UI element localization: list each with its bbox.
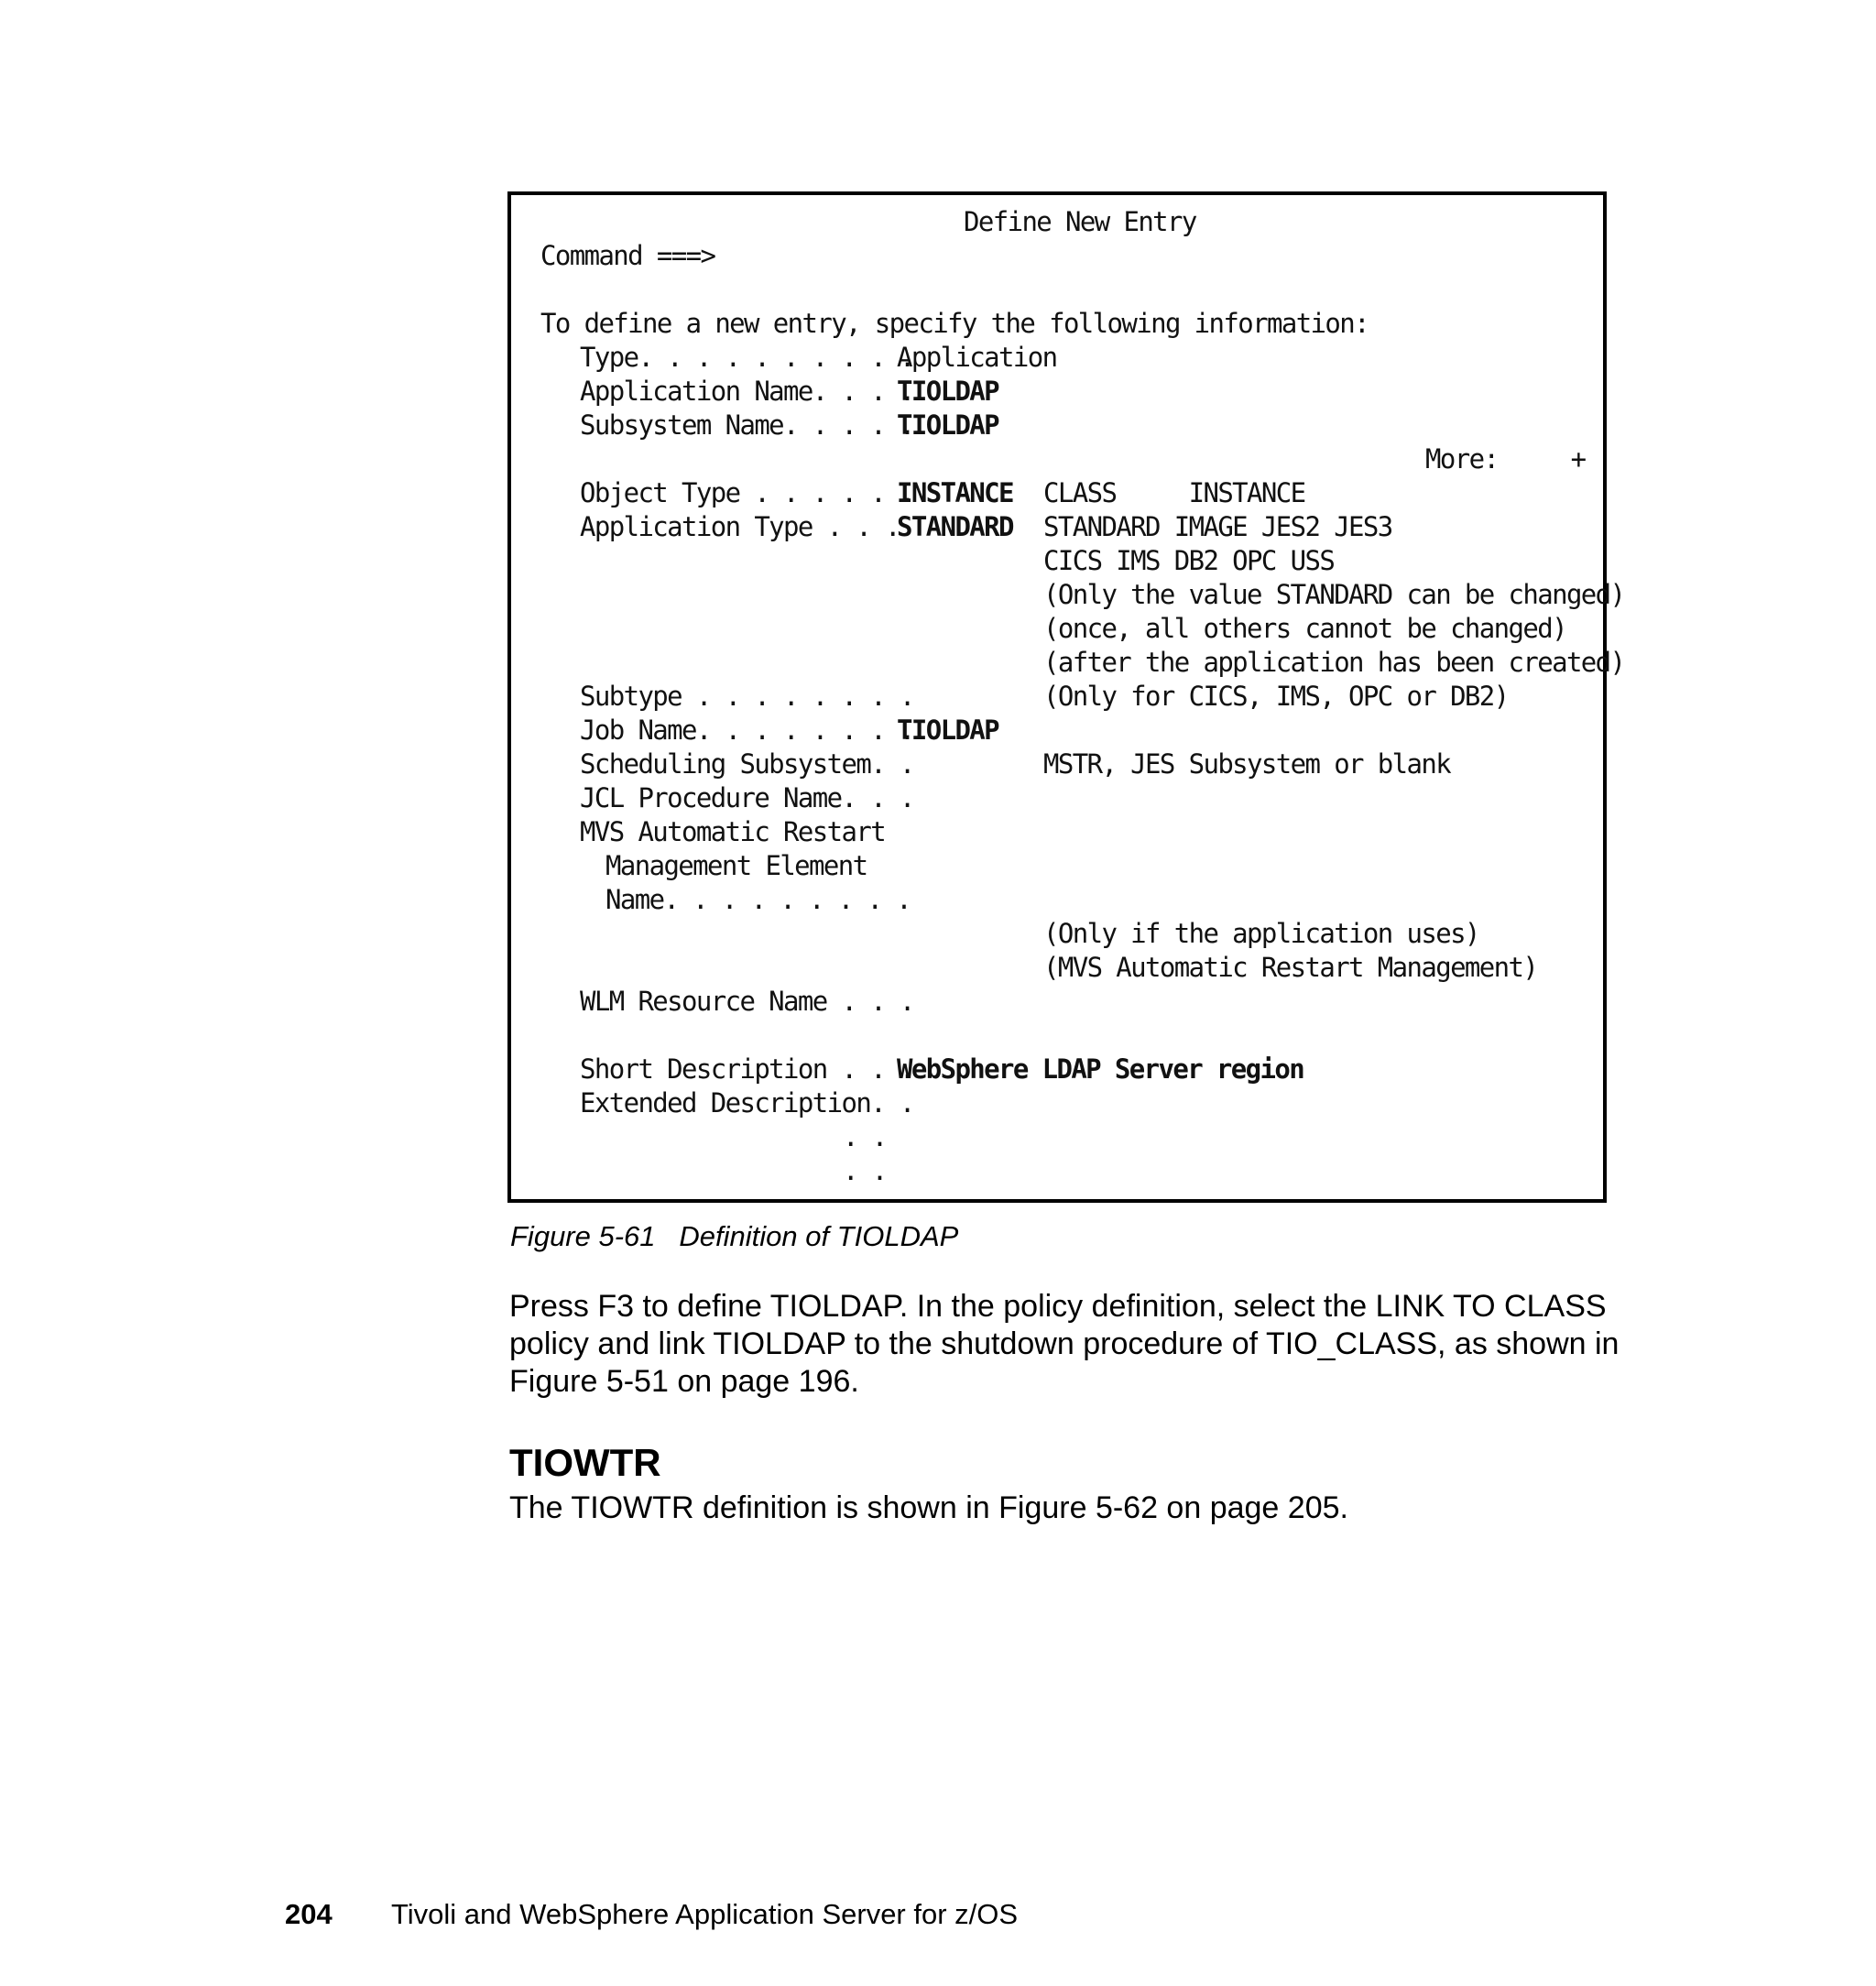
body-paragraph: Press F3 to define TIOLDAP. In the policy definition, select the LINK TO CLASS policy and link TIOLDAP to the shutdown procedure of TIO_CLASS, as shown in Figure 5-51 on page 196.	[509, 1289, 1620, 1399]
app-type-note-1: (Only the value STANDARD can be changed)	[1043, 579, 1625, 610]
wlm-resource-label: WLM Resource Name . . .	[580, 986, 914, 1017]
job-name-label: Job Name. . . . . . . .	[580, 715, 914, 746]
object-type-options: CLASS INSTANCE	[1043, 477, 1305, 508]
section-heading: TIOWTR	[509, 1441, 661, 1484]
short-desc-value: WebSphere LDAP Server region	[897, 1053, 1304, 1085]
book-title: Tivoli and WebSphere Application Server for z/OS	[391, 1898, 1019, 1930]
ext-desc-cont-2: . .	[843, 1155, 887, 1186]
type-label: Type. . . . . . . . . .	[580, 342, 914, 373]
figure-caption: Figure 5-61 Definition of TIOLDAP	[510, 1220, 959, 1252]
command-line: Command ===>	[540, 240, 715, 271]
app-type-value: STANDARD	[897, 511, 1013, 542]
sched-subsystem-note: MSTR, JES Subsystem or blank	[1043, 748, 1451, 780]
ext-desc-cont-1: . .	[843, 1121, 887, 1152]
section-text: The TIOWTR definition is shown in Figure 5-62 on page 205.	[509, 1490, 1348, 1525]
app-type-note-2: (once, all others cannot be changed)	[1043, 613, 1566, 644]
arm-label-2: Management Element	[605, 850, 867, 881]
app-type-label: Application Type . . .	[580, 511, 900, 542]
panel-intro: To define a new entry, specify the following information:	[540, 308, 1369, 339]
app-name-label: Application Name. . . .	[580, 376, 914, 407]
app-name-value: TIOLDAP	[897, 376, 999, 407]
app-type-options-2: CICS IMS DB2 OPC USS	[1043, 545, 1335, 576]
app-type-options-1: STANDARD IMAGE JES2 JES3	[1043, 511, 1392, 542]
subsys-name-label: Subsystem Name. . . . .	[580, 409, 914, 441]
subsys-name-value: TIOLDAP	[897, 409, 999, 441]
app-type-note-3: (after the application has been created)	[1043, 647, 1625, 678]
page-number: 204	[285, 1898, 333, 1930]
panel-title: Define New Entry	[964, 206, 1196, 237]
object-type-label: Object Type . . . . . .	[580, 477, 914, 508]
jcl-procedure-label: JCL Procedure Name. . .	[580, 782, 914, 813]
arm-note-2: (MVS Automatic Restart Management)	[1043, 952, 1538, 983]
arm-label-1: MVS Automatic Restart	[580, 816, 886, 847]
object-type-value: INSTANCE	[897, 477, 1013, 508]
arm-label-3: Name. . . . . . . . .	[605, 884, 911, 915]
arm-note-1: (Only if the application uses)	[1043, 918, 1479, 949]
sched-subsystem-label: Scheduling Subsystem. .	[580, 748, 914, 780]
job-name-value: TIOLDAP	[897, 715, 999, 746]
type-value: Application	[897, 342, 1057, 373]
more-indicator: More: +	[1425, 443, 1586, 475]
ext-desc-label: Extended Description. .	[580, 1087, 914, 1118]
subtype-note: (Only for CICS, IMS, OPC or DB2)	[1043, 681, 1509, 712]
short-desc-label: Short Description . . .	[580, 1053, 914, 1085]
subtype-label: Subtype . . . . . . . .	[580, 681, 914, 712]
